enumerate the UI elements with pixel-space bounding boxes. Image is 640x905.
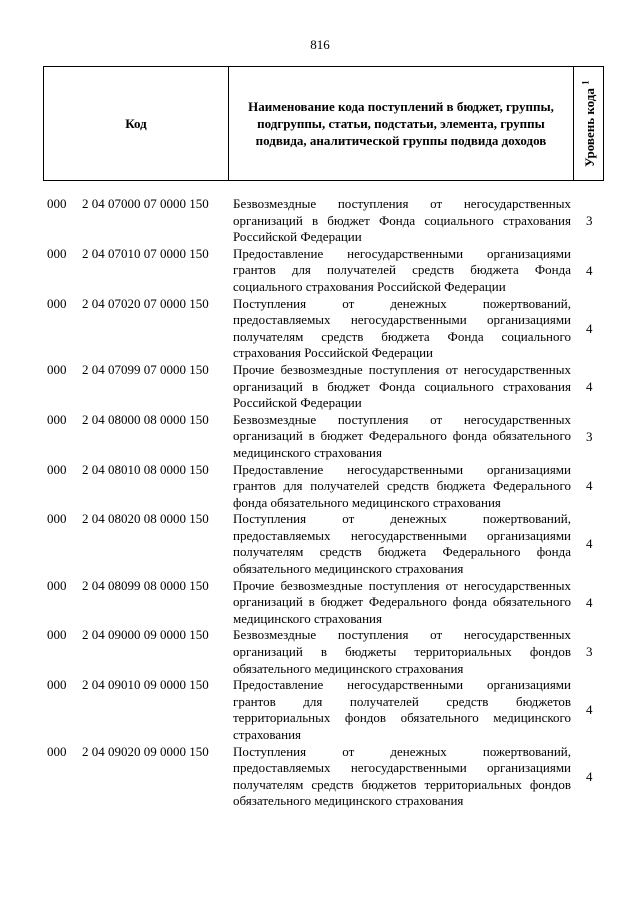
row-code: 2 04 07020 07 0000 150	[82, 295, 209, 311]
row-code: 2 04 09010 09 0000 150	[82, 677, 209, 693]
row-class: 000	[47, 677, 67, 693]
row-name: Безвозмездные поступления от негосударственных организаций в бюджеты территориальных фондов обязательного медицинского страхования	[233, 627, 571, 676]
row-class: 000	[47, 743, 67, 759]
code-table-body	[0, 196, 640, 810]
table-row	[0, 677, 640, 743]
row-code: 2 04 09020 09 0000 150	[82, 743, 209, 759]
row-name: Безвозмездные поступления от негосударственных организаций в бюджет Фонда социального страхования Российской Федерации	[233, 196, 571, 245]
table-row	[0, 296, 640, 362]
row-level: 4	[586, 320, 593, 336]
row-code: 2 04 08010 08 0000 150	[82, 461, 209, 477]
table-row	[0, 196, 640, 246]
row-code: 2 04 07010 07 0000 150	[82, 245, 209, 261]
row-class: 000	[47, 627, 67, 643]
row-class: 000	[47, 461, 67, 477]
table-row	[0, 412, 640, 462]
row-level: 4	[586, 378, 593, 394]
table-row	[0, 462, 640, 512]
row-level: 4	[586, 702, 593, 718]
row-name: Прочие безвозмездные поступления от негосударственных организаций в бюджет Фонда социального страхования Российской Федерации	[233, 361, 571, 411]
row-code: 2 04 08000 08 0000 150	[82, 411, 209, 427]
row-name: Предоставление негосударственными организациями грантов для получателей средств бюджета Фонда социального страхования Российской Федерации	[233, 245, 571, 294]
header-level-text: Уровень кода	[581, 87, 597, 167]
row-level: 4	[586, 594, 593, 610]
header-level-label	[580, 80, 597, 167]
row-class: 000	[47, 295, 67, 311]
row-class: 000	[47, 196, 67, 211]
row-code: 2 04 08099 08 0000 150	[82, 577, 209, 593]
row-name: Предоставление негосударственными организациями грантов для получателей средств бюджета Федерального фонда обязательного медицинского страхования	[233, 461, 571, 510]
row-class: 000	[47, 577, 67, 593]
row-code: 2 04 08020 08 0000 150	[82, 511, 209, 527]
table-row	[0, 744, 640, 810]
row-name: Прочие безвозмездные поступления от негосударственных организаций в бюджет Федерального фонда обязательного медицинского страхования	[233, 577, 571, 626]
table-row	[0, 362, 640, 412]
table-header	[43, 66, 604, 181]
row-class: 000	[47, 361, 67, 377]
row-level: 3	[586, 212, 593, 228]
row-class: 000	[47, 411, 67, 427]
page-number: 816	[310, 37, 330, 52]
row-name: Поступления от денежных пожертвований, предоставляемых негосударственными организациями получателям средств бюджета Федерального фонда обязательного медицинского страхования	[233, 511, 571, 577]
header-level-footnote: 1	[580, 80, 591, 85]
table-row	[0, 627, 640, 677]
row-level: 3	[586, 428, 593, 444]
header-code: Код	[44, 67, 229, 180]
header-name: Наименование кода поступлений в бюджет, группы, подгруппы, статьи, подстатьи, элемента, группы подвида, аналитической группы подвида доходов	[229, 67, 574, 180]
row-name: Поступления от денежных пожертвований, предоставляемых негосударственными организациями получателям средств бюджетов территориальных фондов обязательного медицинского страхования	[233, 743, 571, 809]
row-name: Предоставление негосударственными организациями грантов для получателей средств бюджетов территориальных фондов обязательного медицинского страхования	[233, 677, 571, 742]
row-code: 2 04 07000 07 0000 150	[82, 196, 209, 211]
row-code: 2 04 07099 07 0000 150	[82, 361, 209, 377]
header-level	[575, 67, 603, 180]
table-row	[0, 511, 640, 577]
row-code: 2 04 09000 09 0000 150	[82, 627, 209, 643]
table-row	[0, 246, 640, 296]
row-class: 000	[47, 511, 67, 527]
row-level: 3	[586, 644, 593, 660]
row-level: 4	[586, 768, 593, 784]
row-name: Безвозмездные поступления от негосударственных организаций в бюджет Федерального фонда обязательного медицинского страхования	[233, 411, 571, 460]
row-level: 4	[586, 262, 593, 278]
table-row	[0, 578, 640, 628]
row-class: 000	[47, 245, 67, 261]
row-name: Поступления от денежных пожертвований, предоставляемых негосударственными организациями получателям средств бюджета Фонда социального страхования Российской Федерации	[233, 295, 571, 361]
row-level: 4	[586, 478, 593, 494]
row-level: 4	[586, 536, 593, 552]
